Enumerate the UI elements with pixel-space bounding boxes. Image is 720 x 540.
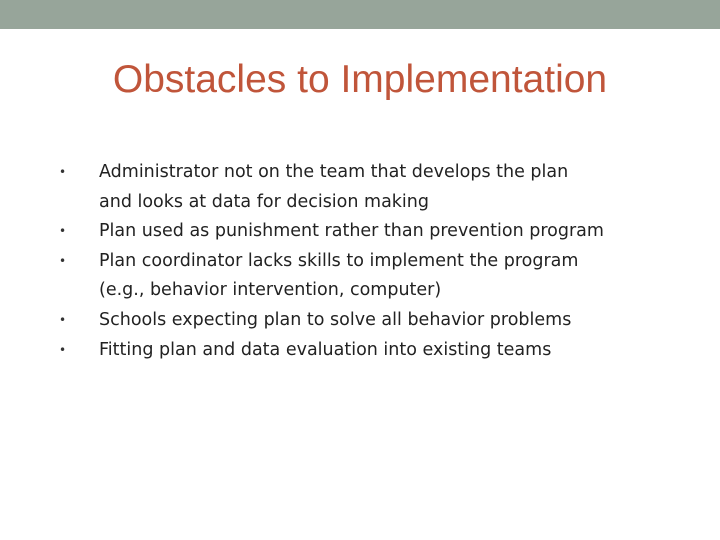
bullet-list — [0, 158, 720, 365]
bullet-item — [0, 306, 720, 336]
bullet-text-line: Plan used as punishment rather than prevention program — [99, 221, 604, 242]
bullet-text-line: Administrator not on the team that develops the plan — [99, 162, 569, 182]
bullet-icon: • — [59, 253, 67, 268]
bullet-text-line: (e.g., behavior intervention, computer) — [99, 280, 442, 301]
top-accent-band — [0, 0, 720, 29]
slide-title: Obstacles to Implementation — [112, 58, 608, 101]
bullet-item — [0, 336, 720, 366]
bullet-icon: • — [59, 165, 67, 179]
bullet-item — [0, 217, 720, 247]
bullet-icon: • — [59, 312, 67, 327]
bullet-item — [0, 247, 720, 306]
bullet-icon: • — [59, 342, 67, 357]
bullet-text-line: Plan coordinator lacks skills to implement the program — [99, 250, 579, 271]
bullet-text-line: and looks at data for decision making — [99, 191, 429, 212]
bullet-text-line: Schools expecting plan to solve all behavior problems — [99, 309, 572, 330]
bullet-item — [0, 158, 720, 217]
bullet-text-line: Fitting plan and data evaluation into existing teams — [99, 339, 552, 360]
bullet-icon: • — [59, 224, 67, 239]
